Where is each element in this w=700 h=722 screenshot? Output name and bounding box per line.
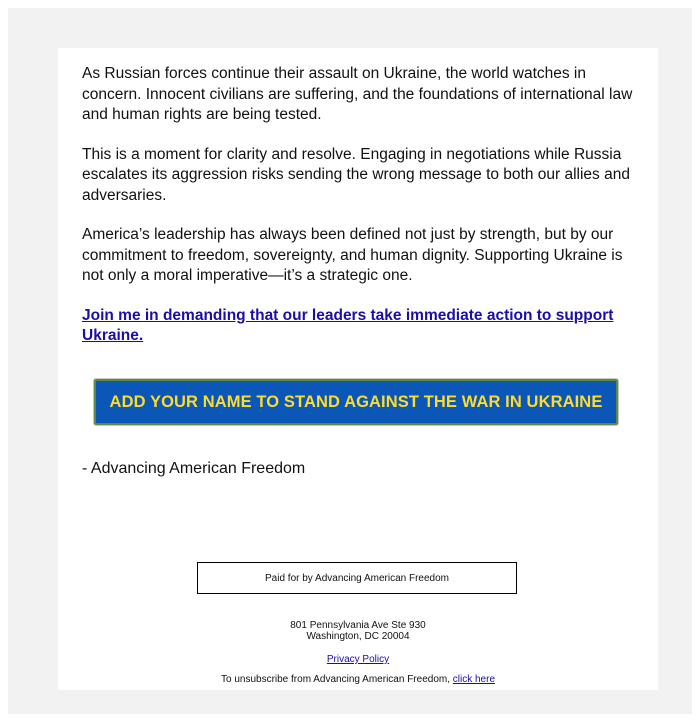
unsubscribe-text: To unsubscribe from Advancing American Freedom,: [220, 674, 453, 685]
paragraph-assault: As Russian forces continue their assault on Ukraine, the world watches in concern. Innocent civilians are suffering, and the foundations of international law and human rights are being tested.: [82, 65, 633, 123]
paid-for-box: [197, 562, 517, 594]
cta-container: [94, 379, 618, 425]
email-background: [8, 8, 692, 714]
unsubscribe-link[interactable]: click here: [452, 674, 496, 685]
address-line-2: Washington, DC 20004: [306, 631, 410, 642]
email-body: [58, 48, 658, 690]
privacy-policy-link[interactable]: Privacy Policy: [326, 654, 390, 665]
unsubscribe-row: [58, 674, 658, 685]
action-link[interactable]: Join me in demanding that our leaders take immediate action to support Ukraine.: [82, 306, 614, 344]
signoff: - Advancing American Freedom: [82, 460, 306, 477]
paragraph-leadership: America’s leadership has always been defined not just by strength, but by our commitment to freedom, sovereignty, and human dignity. Supporting Ukraine is not only a moral imperative—it’s a strategic one.: [82, 226, 623, 284]
privacy-row: [58, 654, 658, 665]
address: [58, 620, 658, 642]
paid-for-text: Paid for by Advancing American Freedom: [265, 572, 449, 584]
paragraph-clarity: This is a moment for clarity and resolve. Engaging in negotiations while Russia escalates its aggression risks sending the wrong message to both our allies and adversaries.: [82, 145, 630, 204]
add-your-name-button[interactable]: ADD YOUR NAME TO STAND AGAINST THE WAR IN UKRAINE: [94, 379, 618, 425]
email-content: [82, 64, 634, 347]
action-paragraph: [82, 306, 634, 347]
address-line-1: 801 Pennsylvania Ave Ste 930: [290, 620, 426, 631]
